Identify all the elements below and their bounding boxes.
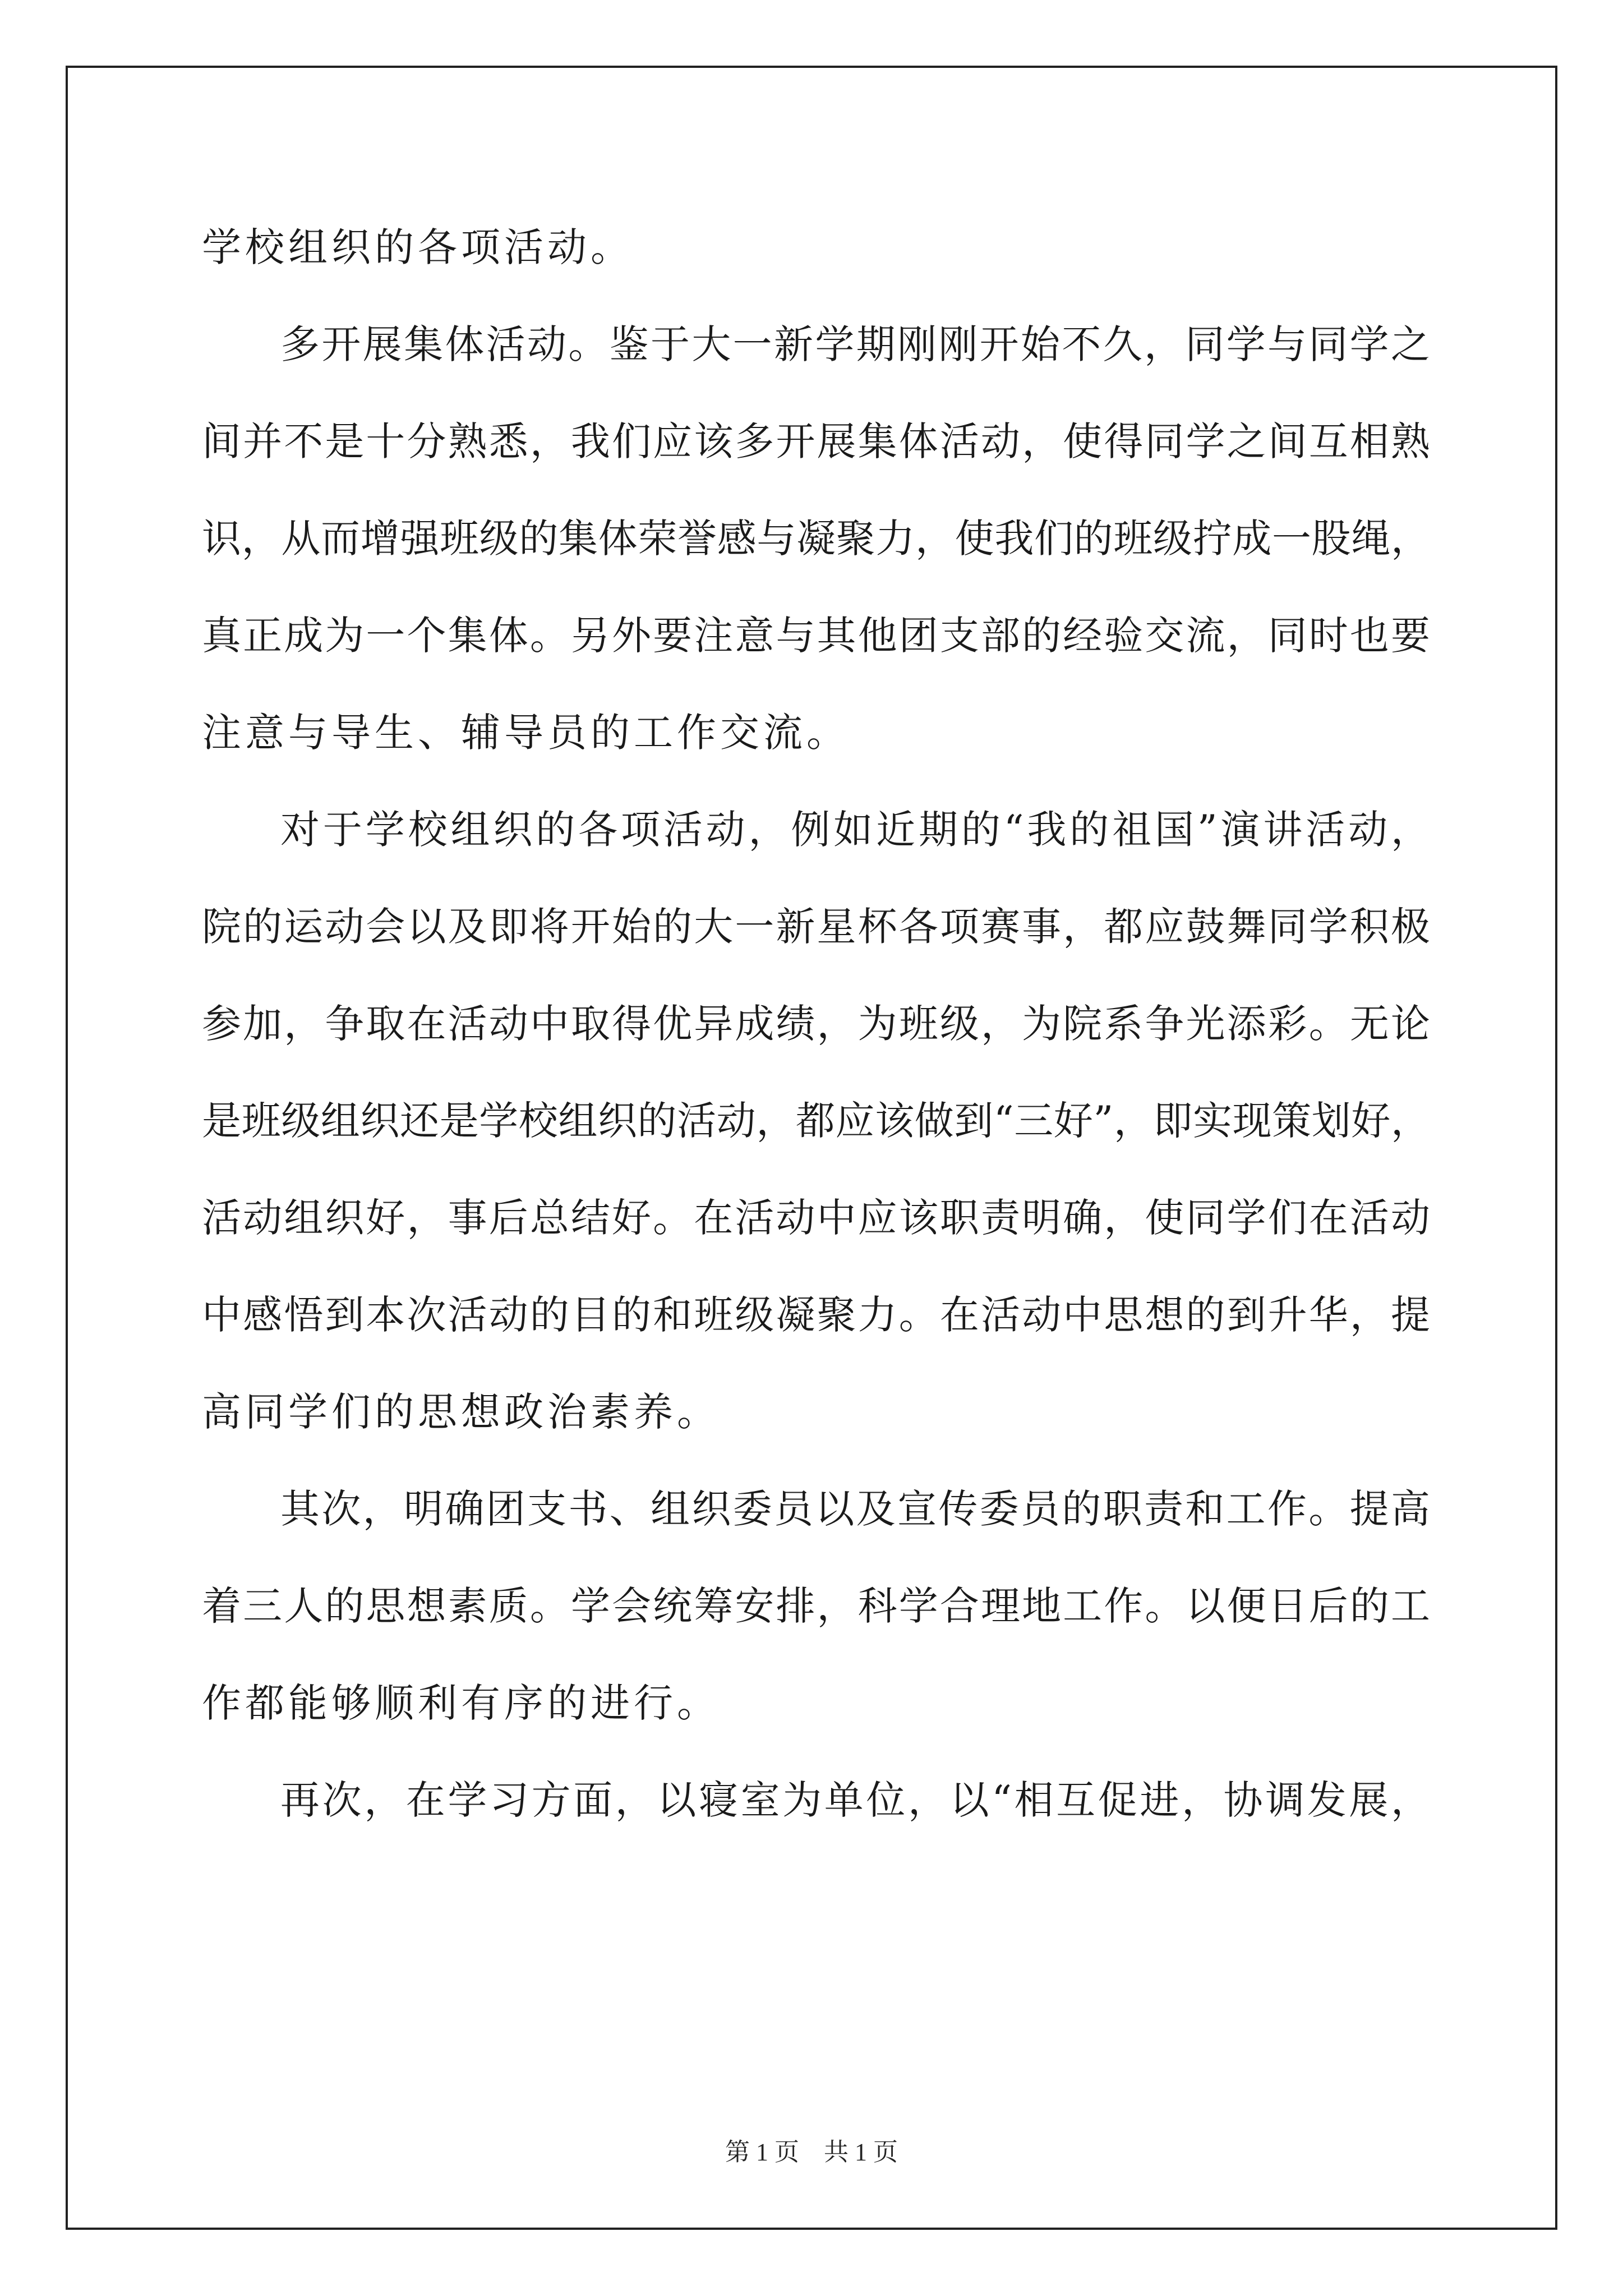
text-line: 高同学们的思想政治素养。 [202,1389,720,1435]
text-line: 间并不是十分熟悉，我们应该多开展集体活动，使得同学之间互相熟 [202,418,1430,464]
text-line: 识，从而增强班级的集体荣誉感与凝聚力，使我们的班级拧成一股绳， [202,516,1430,562]
document-body [202,199,1430,1849]
text-line: 多开展集体活动。鉴于大一新学期刚刚开始不久，同学与同学之 [280,321,1430,367]
page-number-footer: 第 1 页 共 1 页 [725,2138,898,2166]
text-line: 着三人的思想素质。学会统筹安排，科学合理地工作。以便日后的工 [202,1583,1430,1629]
text-line: 注意与导生、辅导员的工作交流。 [202,710,850,756]
text-line: 是班级组织还是学校组织的活动，都应该做到“三好”，即实现策划好， [202,1098,1430,1144]
text-line: 中感悟到本次活动的目的和班级凝聚力。在活动中思想的到升华，提 [202,1292,1430,1338]
text-line: 真正成为一个集体。另外要注意与其他团支部的经验交流，同时也要 [202,613,1430,659]
text-line: 对于学校组织的各项活动，例如近期的“我的祖国”演讲活动， [280,807,1430,853]
text-line: 再次，在学习方面，以寝室为单位，以“相互促进，协调发展， [280,1777,1430,1823]
text-line: 作都能够顺利有序的进行。 [202,1680,720,1726]
text-line: 院的运动会以及即将开始的大一新星杯各项赛事，都应鼓舞同学积极 [202,904,1430,950]
text-line: 学校组织的各项活动。 [202,224,634,270]
text-line: 活动组织好，事后总结好。在活动中应该职责明确，使同学们在活动 [202,1195,1430,1241]
text-line: 参加，争取在活动中取得优异成绩，为班级，为院系争光添彩。无论 [202,1001,1430,1047]
text-line: 其次，明确团支书、组织委员以及宣传委员的职责和工作。提高 [280,1486,1430,1532]
